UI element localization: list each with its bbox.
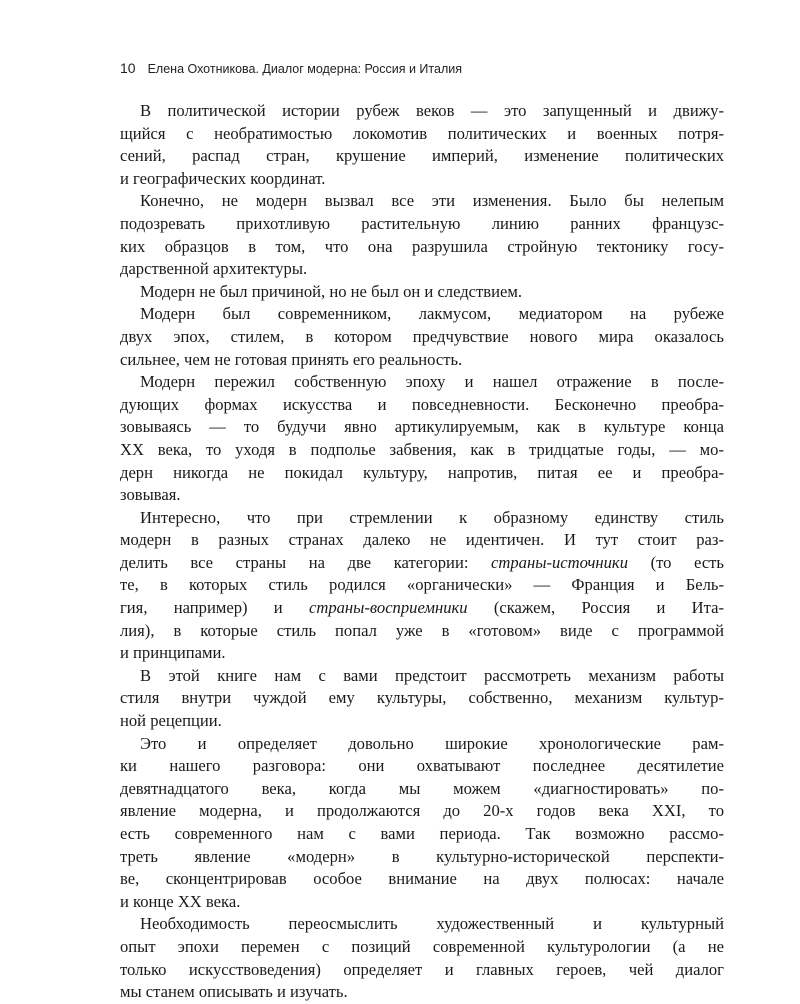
text-run: щийся с необратимостью локомотив политических и военных потря- (120, 123, 724, 143)
text-line (120, 665, 724, 688)
text-run: дующих формах искусства и повседневности. Бесконечно преобра- (120, 394, 724, 414)
text-run: Это и определяет довольно широкие хронологические рам- (140, 733, 724, 753)
text-line (120, 823, 724, 846)
text-line (120, 507, 724, 530)
text-run: ве, сконцентрировав особое внимание на двух полюсах: начале (120, 869, 724, 889)
text-line (120, 778, 724, 801)
running-title: Елена Охотникова. Диалог модерна: Россия и Италия (147, 62, 463, 76)
text-line (120, 394, 724, 417)
paragraph (120, 100, 724, 190)
text-run: ких образцов в том, что она разрушила стройную тектонику госу- (120, 236, 724, 256)
text-line (120, 846, 724, 869)
text-line (120, 800, 724, 823)
text-run: и географических координат. (120, 168, 326, 188)
text-line (120, 484, 724, 507)
text-run: и принципами. (120, 643, 226, 663)
text-run: XX века, то уходя в подполье забвения, как в тридцатые годы, — мо- (120, 439, 724, 459)
text-line (120, 145, 724, 168)
text-line (120, 439, 724, 462)
text-line (120, 123, 724, 146)
text-run: есть современного нам с вами периода. Так возможно рассмо- (120, 824, 724, 843)
text-run: Интересно, что при стремлении к образному единству стиль (140, 507, 724, 527)
text-run: сильнее, чем не готовая принять его реальность. (120, 349, 463, 369)
text-line (120, 349, 724, 372)
running-head (120, 60, 462, 80)
text-run: ки нашего разговора: они охватывают последнее десятилетие (120, 756, 724, 776)
text-line (120, 168, 724, 191)
text-run: опыт эпохи перемен с позиций современной культурологии (а не (120, 936, 724, 956)
paragraph (120, 733, 724, 914)
page-number: 10 (120, 60, 136, 76)
text-line (120, 236, 724, 259)
text-line (120, 213, 724, 236)
text-line (120, 190, 724, 213)
text-run: делить все страны на две категории: (120, 552, 492, 572)
text-line (120, 687, 724, 710)
text-run: Модерн не был причиной, но не был он и следствием. (140, 281, 523, 301)
text-run: Необходимость переосмыслить художественный и культурный (140, 914, 724, 934)
text-line (120, 371, 724, 394)
text-line (120, 258, 724, 281)
text-run: девятнадцатого века, когда мы можем «диагностировать» по- (120, 778, 724, 798)
text-run: мы станем описывать и изучать. (120, 982, 348, 1002)
italic-term: страны-восприемники (308, 598, 468, 618)
text-run: те, в которых стиль родился «органически» — Франция и Бель- (120, 575, 724, 595)
paragraph (120, 913, 724, 1003)
text-run: зовывая. (120, 485, 181, 505)
text-line (120, 620, 724, 643)
text-line (120, 913, 724, 936)
text-line (120, 303, 724, 326)
text-run: дарственной архитектуры. (120, 259, 308, 279)
text-line (120, 416, 724, 439)
text-line (120, 755, 724, 778)
text-line (120, 326, 724, 349)
text-line (120, 462, 724, 485)
text-run: сений, распад стран, крушение империй, изменение политических (120, 146, 724, 166)
text-line (120, 981, 724, 1004)
text-line (120, 710, 724, 733)
text-run: Конечно, не модерн вызвал все эти изменения. Было бы нелепым (140, 191, 724, 211)
text-run: В этой книге нам с вами предстоит рассмотреть механизм работы (140, 665, 724, 685)
text-run: Модерн пережил собственную эпоху и нашел отражение в после- (140, 372, 724, 392)
text-run: Модерн был современником, лакмусом, медиатором на рубеже (140, 304, 724, 324)
paragraph (120, 507, 724, 665)
text-line (120, 597, 724, 620)
paragraph (120, 281, 724, 304)
text-line (120, 959, 724, 982)
paragraph (120, 303, 724, 371)
text-run: треть явление «модерн» в культурно-исторической перспекти- (120, 846, 724, 866)
text-run: только искусствоведения) определяет и главных героев, чей диалог (120, 959, 724, 979)
text-line (120, 552, 724, 575)
text-line (120, 868, 724, 891)
text-line (120, 529, 724, 552)
text-run: ной рецепции. (120, 711, 222, 731)
text-run: подозревать прихотливую растительную линию ранних французс- (120, 213, 724, 233)
italic-term: страны-источники (491, 552, 628, 572)
text-line (120, 281, 724, 304)
text-run: (скажем, Россия и Ита- (467, 598, 724, 618)
text-run: зовываясь — то будучи явно артикулируемым, как в культуре конца (120, 417, 724, 437)
text-run: В политической истории рубеж веков — это запущенный и движу- (140, 101, 724, 120)
paragraph (120, 371, 724, 507)
text-line (120, 642, 724, 665)
text-line (120, 891, 724, 914)
text-line (120, 733, 724, 756)
text-line (120, 936, 724, 959)
text-run: дерн никогда не покидал культуру, напротив, питая ее и преобра- (120, 462, 724, 482)
text-run: и конце XX века. (120, 891, 241, 911)
text-run: стиля внутри чуждой ему культуры, собственно, механизм культур- (120, 688, 724, 708)
paragraph (120, 665, 724, 733)
paragraph (120, 190, 724, 280)
text-run: (то есть (628, 552, 724, 572)
text-run: лия), в которые стиль попал уже в «готовом» виде с программой (120, 620, 724, 640)
text-run: двух эпох, стилем, в котором предчувствие нового мира оказалось (120, 326, 724, 346)
text-run: гия, например) и (120, 598, 309, 618)
text-line (120, 100, 724, 123)
body-text (120, 100, 724, 1004)
text-line (120, 574, 724, 597)
text-run: модерн в разных странах далеко не идентичен. И тут стоит раз- (120, 530, 724, 550)
text-run: явление модерна, и продолжаются до 20-х годов века XXI, то (120, 801, 724, 821)
